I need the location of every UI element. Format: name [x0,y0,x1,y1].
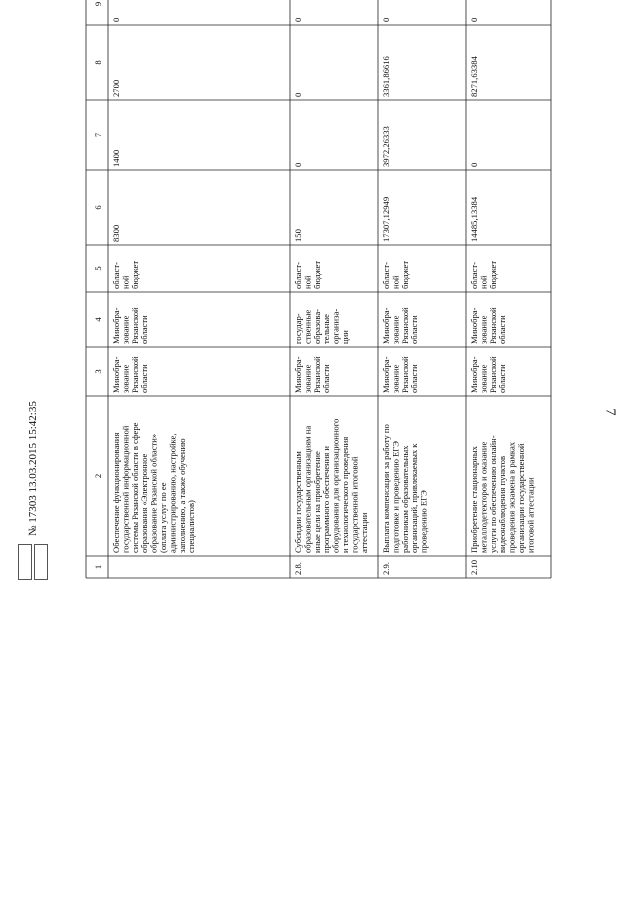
recipient-line: области [497,315,508,344]
administrator-line: зование [478,364,489,393]
header-cell-1: 1 [93,564,103,570]
description-line: и технологического проведения [340,436,350,553]
year3-cell: 0 [111,17,121,22]
description-line: заполнению, а также обучению [176,438,187,553]
description-line: итоговой аттестации [525,477,536,553]
total-cell: 14485,13384 [469,196,479,242]
administrator-line: Рязанской [487,356,498,393]
total-cell: 17307,12949 [381,196,391,242]
source-line: бюджет [399,260,410,289]
source-line: бюджет [311,260,322,289]
recipient-line: зование [478,315,489,344]
description-line: Субсидии государственным [293,451,303,553]
description-line: организаций, привлекаемых к [409,443,420,553]
year3-cell: 0 [469,17,479,22]
administrator-line: области [409,364,420,393]
header-cell-3: 3 [93,369,103,374]
administrator-line: области [497,364,508,393]
source-line: област- [469,262,479,289]
description-line: услуги по обеспечению онлайн- [487,435,498,553]
recipient-line: Рязанской [129,307,140,344]
administrator-line: Минобра- [469,356,479,393]
header-cell-5: 5 [93,266,103,271]
source-line: ной [120,275,131,289]
year1-cell: 0 [469,162,479,167]
administrator-line: зование [390,364,401,393]
num-cell: 2.9. [381,562,391,575]
recipient-line: Рязанской [487,307,498,344]
description-line: программного обеспечения и [321,446,332,553]
stamp-box-top [18,544,32,580]
source-line: ной [478,275,489,289]
source-line: област- [293,262,303,289]
source-line: област- [111,262,121,289]
description-line: государственной итоговой [349,456,360,553]
recipient-line: Минобра- [469,307,479,344]
description-line: проведения экзамена в рамках [506,441,517,553]
year2-cell: 3361,86616 [381,56,391,97]
header-cell-8: 8 [93,60,103,65]
description-line: организации государственной [516,443,526,553]
description-line: Приобретение стационарных [469,446,479,553]
year2-cell: 2700 [111,79,121,97]
num-cell: 2.10 [469,559,479,575]
administrator-line: зование [120,364,131,393]
description-line: проведению ЕГЭ [418,490,429,553]
year2-cell: 0 [293,92,303,97]
administrator-line: области [139,364,150,393]
description-line: видеонаблюдения пунктов [497,455,508,553]
stamp-graphic [18,544,48,580]
document-mark: № 17303 13.03.2015 15:42:35 [27,401,39,536]
description-line: иные цели на приобретение [311,451,322,553]
description-line: государственной информационной [120,425,131,553]
year3-cell: 0 [381,17,391,22]
description-line: специалистов) [186,500,197,553]
recipient-line: тельные [321,314,332,344]
source-line: бюджет [129,260,140,289]
administrator-line: зование [302,364,313,393]
recipient-line: области [139,315,150,344]
recipient-line: государ- [293,313,303,344]
recipient-line: ственные [302,309,313,344]
recipient-line: зование [390,315,401,344]
page-number: 7 [602,408,618,416]
header-cell-9: 9 [93,1,103,7]
recipient-line: зование [120,315,131,344]
description-line: подготовке и проведению ЕГЭ [390,441,401,553]
description-line: образования «Электронное [139,453,150,553]
source-line: ной [390,275,401,289]
total-cell: 150 [293,229,303,242]
recipient-line: области [409,315,420,344]
recipient-line: ции [340,330,350,344]
description-line: Обеспечение функционирования [111,432,121,553]
header-cell-2: 2 [93,473,103,479]
administrator-line: Рязанской [399,356,410,393]
recipient-line: Минобра- [111,307,121,344]
description-line: системы Рязанской области в сфере [129,422,140,553]
year1-cell: 1400 [111,149,121,167]
year2-cell: 8271,63384 [469,56,479,97]
description-line: оборудования для организационного [330,418,341,553]
recipient-line: Минобра- [381,307,391,344]
administrator-line: Рязанской [129,356,140,393]
num-cell: 2.8. [293,562,303,575]
description-line: администрированию, настройке, [167,433,178,553]
description-line: образование Рязанской области» [148,433,159,553]
footer [18,401,48,580]
description-line: (оплата услуг по ее [158,482,168,553]
recipient-line: образова- [311,308,322,344]
administrator-line: Рязанской [311,356,322,393]
description-line: аттестации [358,512,369,553]
description-line: металлодетекторов и оказание [478,441,489,553]
header-cell-6: 6 [93,205,103,210]
administrator-line: области [321,364,332,393]
administrator-line: Минобра- [111,356,121,393]
year3-cell: 0 [293,17,303,22]
stamp-box-bottom [34,544,48,580]
year1-cell: 0 [293,162,303,167]
description-line: образовательным организациям на [302,425,313,553]
administrator-line: Минобра- [293,356,303,393]
description-line: работникам образовательных [399,445,410,553]
recipient-line: организа- [330,308,341,344]
description-line: Выплата компенсации за работу по [381,424,391,553]
recipient-line: Рязанской [399,307,410,344]
source-line: ной [302,275,313,289]
administrator-line: Минобра- [381,356,391,393]
source-line: област- [381,262,391,289]
header-cell-7: 7 [93,132,103,138]
total-cell: 8300 [111,224,121,242]
source-line: бюджет [487,260,498,289]
header-cell-4: 4 [93,317,103,322]
year1-cell: 3972,26333 [381,126,391,167]
